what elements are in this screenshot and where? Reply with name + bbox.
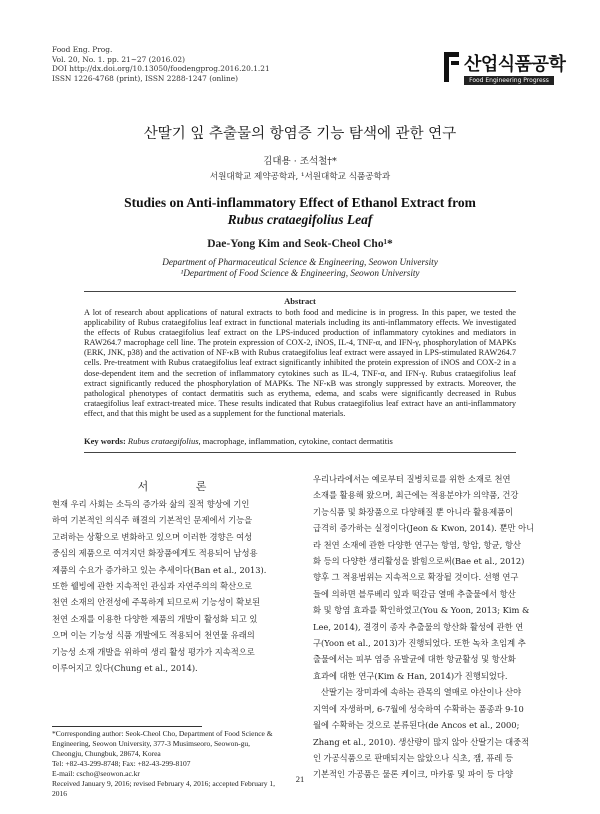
text-line: 급격히 증가하는 실정이다(Jeon & Kwon, 2014). 뿐만 아니 (313, 523, 535, 534)
logo-subtitle: Food Engineering Progress (464, 76, 554, 85)
english-title-line1: Studies on Anti-inflammatory Effect of Ethanol Extract from (124, 195, 476, 210)
journal-doi: DOI http://dx.doi.org/10.13050/foodengprog.2016.20.1.21 (52, 64, 270, 74)
text-line: 월에 수확하는 것으로 분류된다(de Ancos et al., 2000; (313, 720, 520, 731)
text-line: 들에 의하면 블루베리 잎과 떡갈금 열매 추출물에서 항산 (313, 588, 516, 599)
keywords-species: Rubus crataegifolius (127, 436, 199, 446)
text-line: 또한 웰빙에 관한 지속적인 관심과 자연주의의 확산으로 (52, 581, 253, 592)
left-column (52, 496, 298, 676)
journal-issn: ISSN 1226-4768 (print), ISSN 2288-1247 (online) (52, 73, 239, 83)
abstract-top-rule (84, 291, 516, 292)
keywords-rest: , macrophage, inflammation, cytokine, contact dermatitis (198, 436, 393, 446)
korean-title: 산딸기 잎 추출물의 항염증 기능 탐색에 관한 연구 (143, 126, 457, 142)
text-line: 고려하는 상황으로 변화하고 있으며 이러한 경향은 여성 (52, 531, 253, 542)
text-line: 소재를 활용해 왔으며, 최근에는 적용분야가 의약품, 건강 (313, 490, 519, 501)
footnote (52, 729, 298, 799)
text-line: 제품의 수요가 증가하고 있는 추세이다(Ban et al., 2013). (52, 564, 267, 575)
journal-volume: Vol. 20, No. 1. pp. 21~27 (2016.02) (52, 54, 185, 64)
footnote-rule (52, 726, 202, 727)
text-line: Lee, 2014), 결경이 종자 추출물의 항산화 활성에 관한 연 (313, 621, 524, 632)
footnote-line: E-mail: cscho@seowon.ac.kr (52, 769, 140, 778)
section-heading-intro: 서 론 (137, 480, 229, 493)
text-line: 으며 이는 기능성 식품 개발에도 적용되어 천연물 유래의 (52, 630, 255, 641)
abstract-heading: Abstract (284, 296, 316, 306)
footnote-line: 2016 (52, 789, 67, 798)
text-line: 향후 그 적용범위는 지속적으로 확장될 것이다. 선행 연구 (313, 572, 519, 583)
text-line: Zhang et al., 2010). 생산량이 많지 않아 산딸기는 대중적 (313, 736, 530, 747)
text-line: 화 등의 다양한 생리활성을 밝힘으로써(Bae et al., 2012) (313, 556, 525, 567)
text-line: 하여 기본적인 의식주 해결의 기본적인 문제에서 기능을 (52, 515, 253, 526)
keywords-label: Key words: (84, 436, 126, 446)
right-column (313, 471, 553, 783)
text-line: 현재 우리 사회는 소득의 증가와 삶의 질적 향상에 기인 (52, 499, 250, 509)
text-line: 우리나라에서는 예로부터 질병치료를 위한 소재로 천연 (313, 474, 511, 484)
text-line: 구(Yoon et al., 2013)가 진행되었다. 또한 녹차 초임계 추 (313, 638, 526, 649)
text-line: 기능성 소재 개발을 위하여 생리 활성 평가가 지속적으로 (52, 646, 255, 657)
text-line: 출물에서는 피부 염증 유발균에 대한 항균활성 및 항산화 (313, 654, 516, 665)
footnote-line: Received January 9, 2016; revised February 4, 2016; accepted February 1, (52, 779, 276, 788)
abstract-bottom-rule (84, 452, 516, 453)
english-title (0, 194, 600, 228)
english-authors: Dae-Yong Kim and Seok-Cheol Cho¹* (207, 238, 393, 250)
text-line: 기능식품 및 화장품으로 다양해질 뿐 아니라 활용제품이 (313, 506, 514, 517)
journal-header (52, 45, 312, 83)
text-line: 천연 소재를 이용한 다양한 제품의 개발이 활성화 되고 있 (52, 613, 258, 624)
text-line: 지역에 자생하며, 6-7월에 성숙하여 수확하는 품종과 9-10 (313, 703, 524, 714)
logo-mark-icon (444, 52, 460, 82)
text-line: 기본적인 가공품은 물론 케이크, 마카롱 및 파이 등 다양 (313, 769, 514, 780)
text-line: 인 가공식품으로 판매되지는 않았으나 식초, 잼, 퓨레 등 (313, 752, 514, 763)
text-line: 천연 소재의 안전성에 주목하게 되므로써 기능성이 확보된 (52, 597, 261, 608)
korean-affiliation: 서원대학교 제약공학과, ¹서원대학교 식품공학과 (209, 172, 391, 182)
text-line: 라 천연 소재에 관한 다양한 연구는 항염, 항암, 항균, 항산 (313, 539, 521, 550)
text-line: 중심의 제품으로 여겨지던 화장품에게도 적용되어 남성용 (52, 548, 258, 559)
journal-name: Food Eng. Prog. (52, 45, 113, 54)
footnote-line: Cheongju, Chungbuk, 28674, Korea (52, 749, 161, 758)
abstract-text: A lot of research about applications of natural extracts to both food and medicine is in progress. In this paper, we tested the applicability of Rubus crataegifolius leaf extract in functional materials including its anti-inflammatory effects. We investigated the effects of Rubus crataegifolius leaf extract on the LPS-induced production of inflammatory cytokines and mediators in RAW264.7 macrophage cell line. The protein expression of COX-2, iNOS, IL-4, TNF-α, and IFN-γ, phosphorylation of MAPKs (ERK, JNK, p38) and the activation of NF-κB with Rubus crataegifolius leaf extract were assayed in LPS-stimulated RAW264.7 cells. Pre-treatment with Rubus crataegifolius leaf extract significantly inhibited the protein expression of iNOS and COX-2 in a dose-dependent item and the secretion of inflammatory cytokines such as IL-4, TNF-α, and IFN-γ. Rubus crataegifolius leaf extract significantly reduced the phosphorylation of MAPKs. The NF-κB was strongly suppressed by extracts. Moreover, the pathological phenotypes of contact dermatitis such as erythema, edema, and scabs were significantly decreased in Rubus crataegifolius leaf extract-treated mice. These results indicated that Rubus crataegifolius leaf extract have an anti-inflammatory effect, and that this might be used as a supplement for the functional materials. (84, 308, 516, 418)
english-affiliation (0, 257, 600, 279)
english-affiliation-line2: ¹Department of Food Science & Engineering, Seowon University (180, 268, 420, 278)
page-number: 21 (295, 774, 305, 784)
footnote-line: Engineering, Seowon University, 377-3 Musimseoro, Seowon-gu, (52, 739, 251, 748)
text-line: 이루어지고 있다(Chung et al., 2014). (52, 663, 198, 674)
text-line: 산딸기는 장미과에 속하는 관목의 열매로 야산이나 산야 (321, 687, 522, 698)
footnote-line: Tel: +82-43-299-8748; Fax: +82-43-299-8107 (52, 759, 191, 768)
keywords (84, 436, 524, 446)
korean-authors: 김대용 · 조석철†* (263, 156, 337, 167)
logo-title: 산업식품공학 (464, 54, 566, 75)
text-line: 효과에 대한 연구(Kim & Han, 2014)가 진행되었다. (313, 670, 508, 681)
journal-logo (444, 50, 566, 86)
footnote-line: *Corresponding author: Seok-Cheol Cho, Department of Food Science & (52, 729, 273, 738)
text-line: 화 및 항염 효과를 확인하였고(You & Yoon, 2013; Kim & (313, 605, 530, 616)
english-title-line2: Rubus crataegifolius Leaf (227, 212, 373, 227)
english-affiliation-line1: Department of Pharmaceutical Science & Engineering, Seowon University (162, 257, 438, 267)
